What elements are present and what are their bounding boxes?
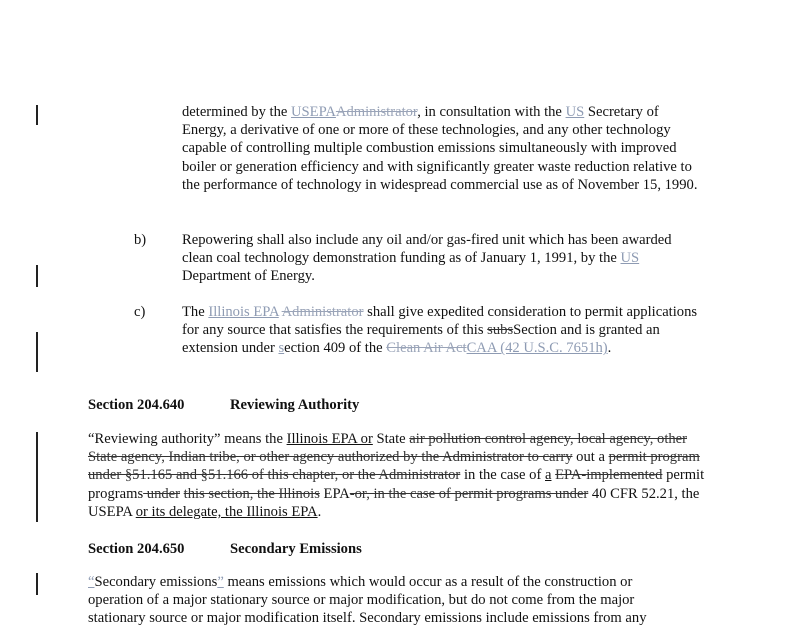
definition-paragraph: “Reviewing authority” means the Illinois EPA or State air pollution control agency, local agency, other State agency, Indian tribe, or other agency authorized by the Administrator to carry out a permit program under §51.165 and §51.166 of this chapter, or the Administrator in the case of a EPA-implemented permit programs under this section, the Illinois EPA-or, in the case of permit programs under 40 CFR 52.21, the USEPA or its delegate, the Illinois EPA. [88, 431, 705, 520]
section-title: Secondary Emissions [230, 541, 362, 557]
item-c-text: The Illinois EPA Administrator shall give expedited consideration to permit applications for any source that satisfies the requirements of this subsSection and is granted an extension under section 409 of the Clean Air ActCAA (42 U.S.C. 7651h). [182, 304, 698, 357]
item-b-text: Repowering shall also include any oil and/or gas-fired unit which has been awarded clean coal technology demonstration funding as of January 1, 1991, by the US Department of Energy. [182, 232, 672, 285]
change-bar [36, 573, 38, 595]
section-title: Reviewing Authority [230, 397, 360, 413]
section-number: Section 204.640 [88, 397, 185, 413]
section-heading [88, 540, 362, 558]
change-bar [36, 265, 38, 287]
paragraph-continuation: determined by the USEPAAdministrator, in consultation with the US Secretary of Energy, a derivative of one or more of these technologies, and any other technology capable of controlling multiple combustion emissions simultaneously with improved boiler or generation efficiency and with significantly greater waste reduction relative to the performance of technology in widespread commercial use as of November 15, 1990. [182, 104, 698, 193]
section-number: Section 204.650 [88, 541, 185, 557]
item-label-c: c) [134, 304, 146, 320]
change-bar [36, 105, 38, 125]
definition-paragraph: “Secondary emissions” means emissions which would occur as a result of the construction or operation of a major stationary source or major modification, but do not come from the major stationary source or major modification itself. Secondary emissions include emissions from any [88, 574, 647, 627]
change-bar [36, 332, 38, 372]
section-heading [88, 396, 360, 414]
change-bar [36, 432, 38, 522]
item-label-b: b) [134, 232, 147, 248]
